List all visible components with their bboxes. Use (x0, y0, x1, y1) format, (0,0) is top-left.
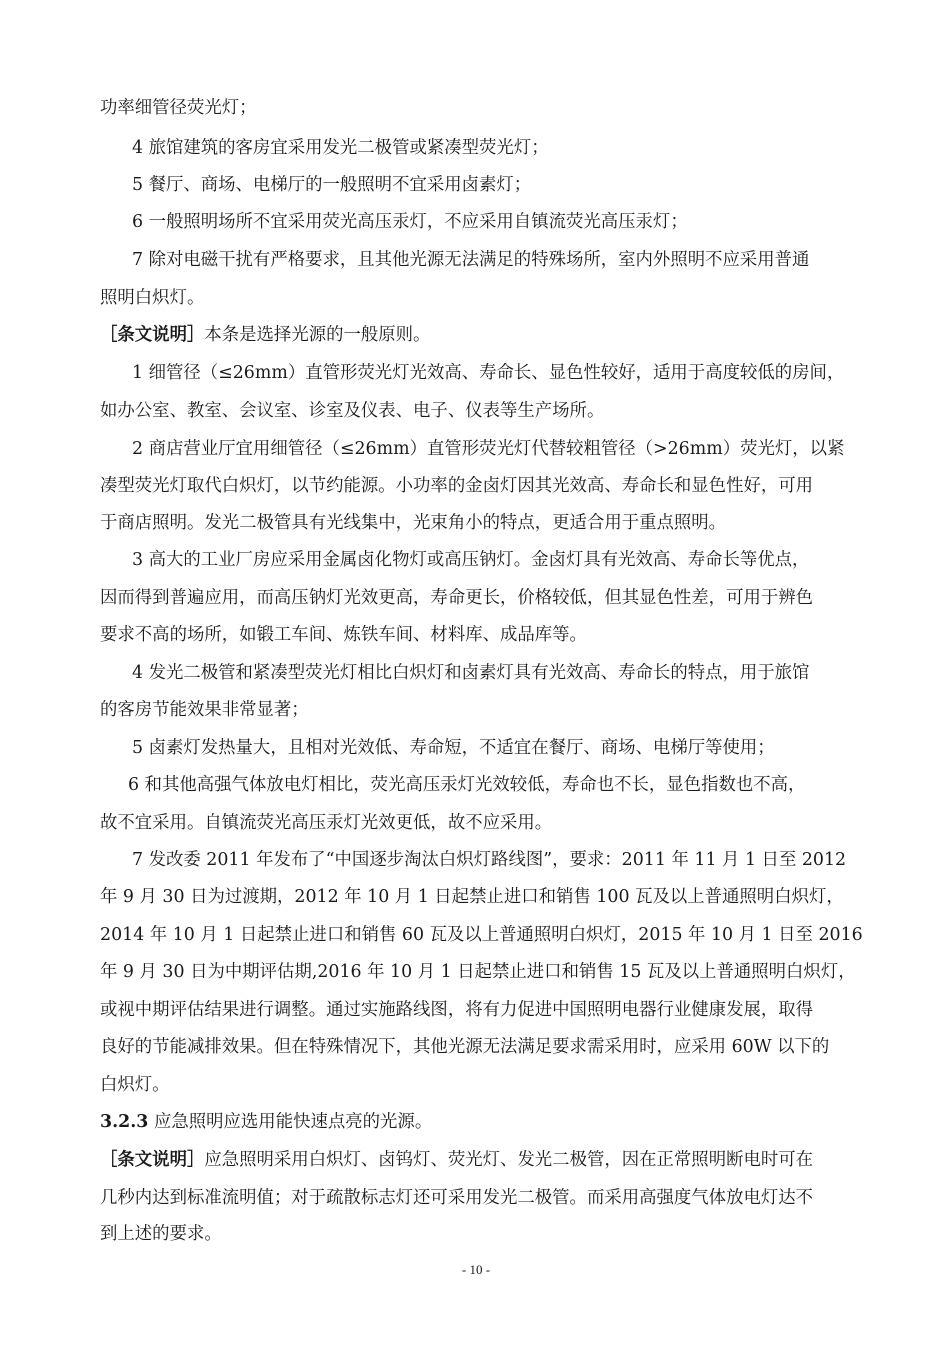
clause-paragraph (100, 1110, 432, 1134)
text-line: 年 9 月 30 日为中期评估期,2016 年 10 月 1 日起禁止进口和销售 15 瓦及以上普通照明白炽灯， (100, 962, 856, 982)
text-line: 4 旅馆建筑的客房宜采用发光二极管或紧凑型荧光灯； (132, 138, 549, 158)
text-line: 应急照明采用白炽灯、卤钨灯、荧光灯、发光二极管，因在正常照明断电时可在 (204, 1150, 814, 1170)
text-line: 5 餐厅、商场、电梯厅的一般照明不宜采用卤素灯； (132, 175, 532, 195)
text-line: 照明白炽灯。 (100, 288, 205, 308)
text-line: 7 除对电磁干扰有严格要求，且其他光源无法满足的特殊场所，室内外照明不应采用普通 (132, 250, 810, 270)
text-line: 因而得到普遍应用，而高压钠灯光效更高，寿命更长，价格较低，但其显色性差，可用于辨色 (100, 588, 814, 608)
text-line: 几秒内达到标准流明值；对于疏散标志灯还可采用发光二极管。而采用高强度气体放电灯达不 (100, 1188, 814, 1208)
text-line: 6 一般照明场所不宜采用荧光高压汞灯，不应采用自镇流荧光高压汞灯； (132, 212, 688, 232)
clause-text: 应急照明应选用能快速点亮的光源。 (153, 1112, 433, 1132)
explanation-label: ［条文说明］ (100, 325, 205, 345)
text-line: 2014 年 10 月 1 日起禁止进口和销售 60 瓦及以上普通照明白炽灯，2015 年 10 月 1 日至 2016 (100, 925, 863, 945)
text-line: 如办公室、教室、会议室、诊室及仪表、电子、仪表等生产场所。 (100, 401, 605, 421)
text-line: 3 高大的工业厂房应采用金属卤化物灯或高压钠灯。金卤灯具有光效高、寿命长等优点， (132, 550, 810, 570)
explanation-paragraph (100, 1148, 813, 1172)
text-line: 6 和其他高强气体放电灯相比，荧光高压汞灯光效较低，寿命也不长，显色指数也不高， (128, 775, 806, 795)
text-line: 2 商店营业厅宜用细管径（≤26mm）直管形荧光灯代替较粗管径（>26mm）荧光灯，以紧 (132, 439, 845, 459)
text-line: 白炽灯。 (100, 1075, 170, 1095)
text-line: 4 发光二极管和紧凑型荧光灯相比白炽灯和卤素灯具有光效高、寿命长的特点，用于旅馆 (132, 663, 810, 683)
explanation-paragraph (100, 323, 430, 347)
text-line: 到上述的要求。 (100, 1224, 222, 1244)
explanation-label: ［条文说明］ (100, 1150, 205, 1170)
page-number: - 10 - (461, 1262, 491, 1277)
clause-number: 3.2.3 (100, 1112, 149, 1132)
text-line: 1 细管径（≤26mm）直管形荧光灯光效高、寿命长、显色性较好，适用于高度较低的房间， (132, 363, 845, 383)
text-line: 故不宜采用。自镇流荧光高压汞灯光效更低，故不应采用。 (100, 813, 553, 833)
text-line: 要求不高的场所，如锻工车间、炼铁车间、材料库、成品库等。 (100, 625, 587, 645)
text-line: 或视中期评估结果进行调整。通过实施路线图，将有力促进中国照明电器行业健康发展，取得 (100, 1000, 814, 1020)
text-line: 凑型荧光灯取代白炽灯，以节约能源。小功率的金卤灯因其光效高、寿命长和显色性好，可用 (100, 476, 814, 496)
text-line: 的客房节能效果非常显著； (100, 700, 309, 720)
text-line: 7 发改委 2011 年发布了“中国逐步淘汰白炽灯路线图”，要求：2011 年 11 月 1 日至 2012 (132, 850, 847, 870)
text-line: 良好的节能减排效果。但在特殊情况下，其他光源无法满足要求需采用时，应采用 60W 以下的 (100, 1037, 830, 1057)
text-line: 本条是选择光源的一般原则。 (204, 325, 431, 345)
text-line: 年 9 月 30 日为过渡期，2012 年 10 月 1 日起禁止进口和销售 100 瓦及以上普通照明白炽灯， (100, 887, 844, 907)
text-line: 功率细管径荧光灯； (100, 98, 257, 118)
text-line: 5 卤素灯发热量大，且相对光效低、寿命短，不适宜在餐厅、商场、电梯厅等使用； (132, 738, 775, 758)
text-line: 于商店照明。发光二极管具有光线集中，光束角小的特点，更适合用于重点照明。 (100, 513, 727, 533)
